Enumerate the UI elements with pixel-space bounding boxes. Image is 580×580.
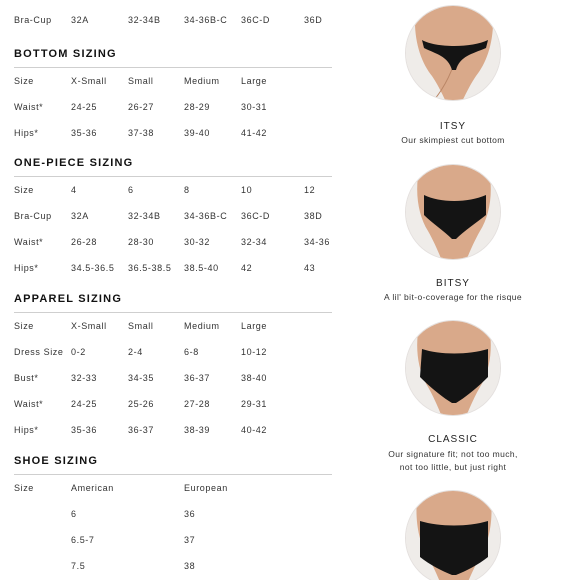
table-row: Bra-Cup 32A 32-34B 34-36B-C 36C-D 38D [14,211,323,221]
itsy-product-image [405,5,501,101]
table-row: Dress Size 0-2 2-4 6-8 10-12 [14,347,268,357]
table-row: Bra-Cup 32A 32-34B 34-36B-C 36C-D 36D [14,15,323,25]
classic-product-image [405,320,501,416]
table-row: Hips* 35-36 36-37 38-39 40-42 [14,425,268,435]
divider [14,474,332,475]
itsy-style-name: ITSY [439,121,467,132]
table-row: 6 36 [71,509,196,519]
size-charts [14,0,332,580]
table-row: Size X-Small Small Medium Large [14,76,268,86]
top-cut-size-row [14,0,332,7]
divider [14,67,332,68]
table-row: Waist* 26-28 28-30 30-32 32-34 34-36 [14,237,331,247]
classic-style-name: CLASSIC [428,434,478,445]
table-row: Hips* 35-36 37-38 39-40 41-42 [14,128,268,138]
divider [14,312,332,313]
bitsy-style-description: A lil' bit-o-coverage for the risque [384,292,522,302]
table-row: 6.5-7 37 [71,535,196,545]
shoe-sizing-title: SHOE SIZING [14,455,99,467]
table-row: Hips* 34.5-36.5 36.5-38.5 38.5-40 42 43 [14,263,316,273]
table-row: Size American European [14,483,228,493]
fourth-style-product-image [405,490,501,580]
apparel-sizing-title: APPAREL SIZING [14,293,123,305]
table-row: Waist* 24-25 26-27 28-29 30-31 [14,102,268,112]
table-row: Size 4 6 8 10 12 [14,185,316,195]
bitsy-product-image [405,164,501,260]
table-row: Bust* 32-33 34-35 36-37 38-40 [14,373,268,383]
table-row: Size X-Small Small Medium Large [14,321,268,331]
one-piece-sizing-title: ONE-PIECE SIZING [14,157,134,169]
bottom-styles [360,0,580,580]
bitsy-style-name: BITSY [436,278,470,289]
itsy-style-description: Our skimpiest cut bottom [401,135,505,145]
table-row: Waist* 24-25 25-26 27-28 29-31 [14,399,268,409]
divider [14,176,332,177]
classic-style-description: Our signature fit; not too much, not too little, but just right [388,449,518,472]
table-row: 7.5 38 [71,561,196,571]
bottom-sizing-title: BOTTOM SIZING [14,48,117,60]
